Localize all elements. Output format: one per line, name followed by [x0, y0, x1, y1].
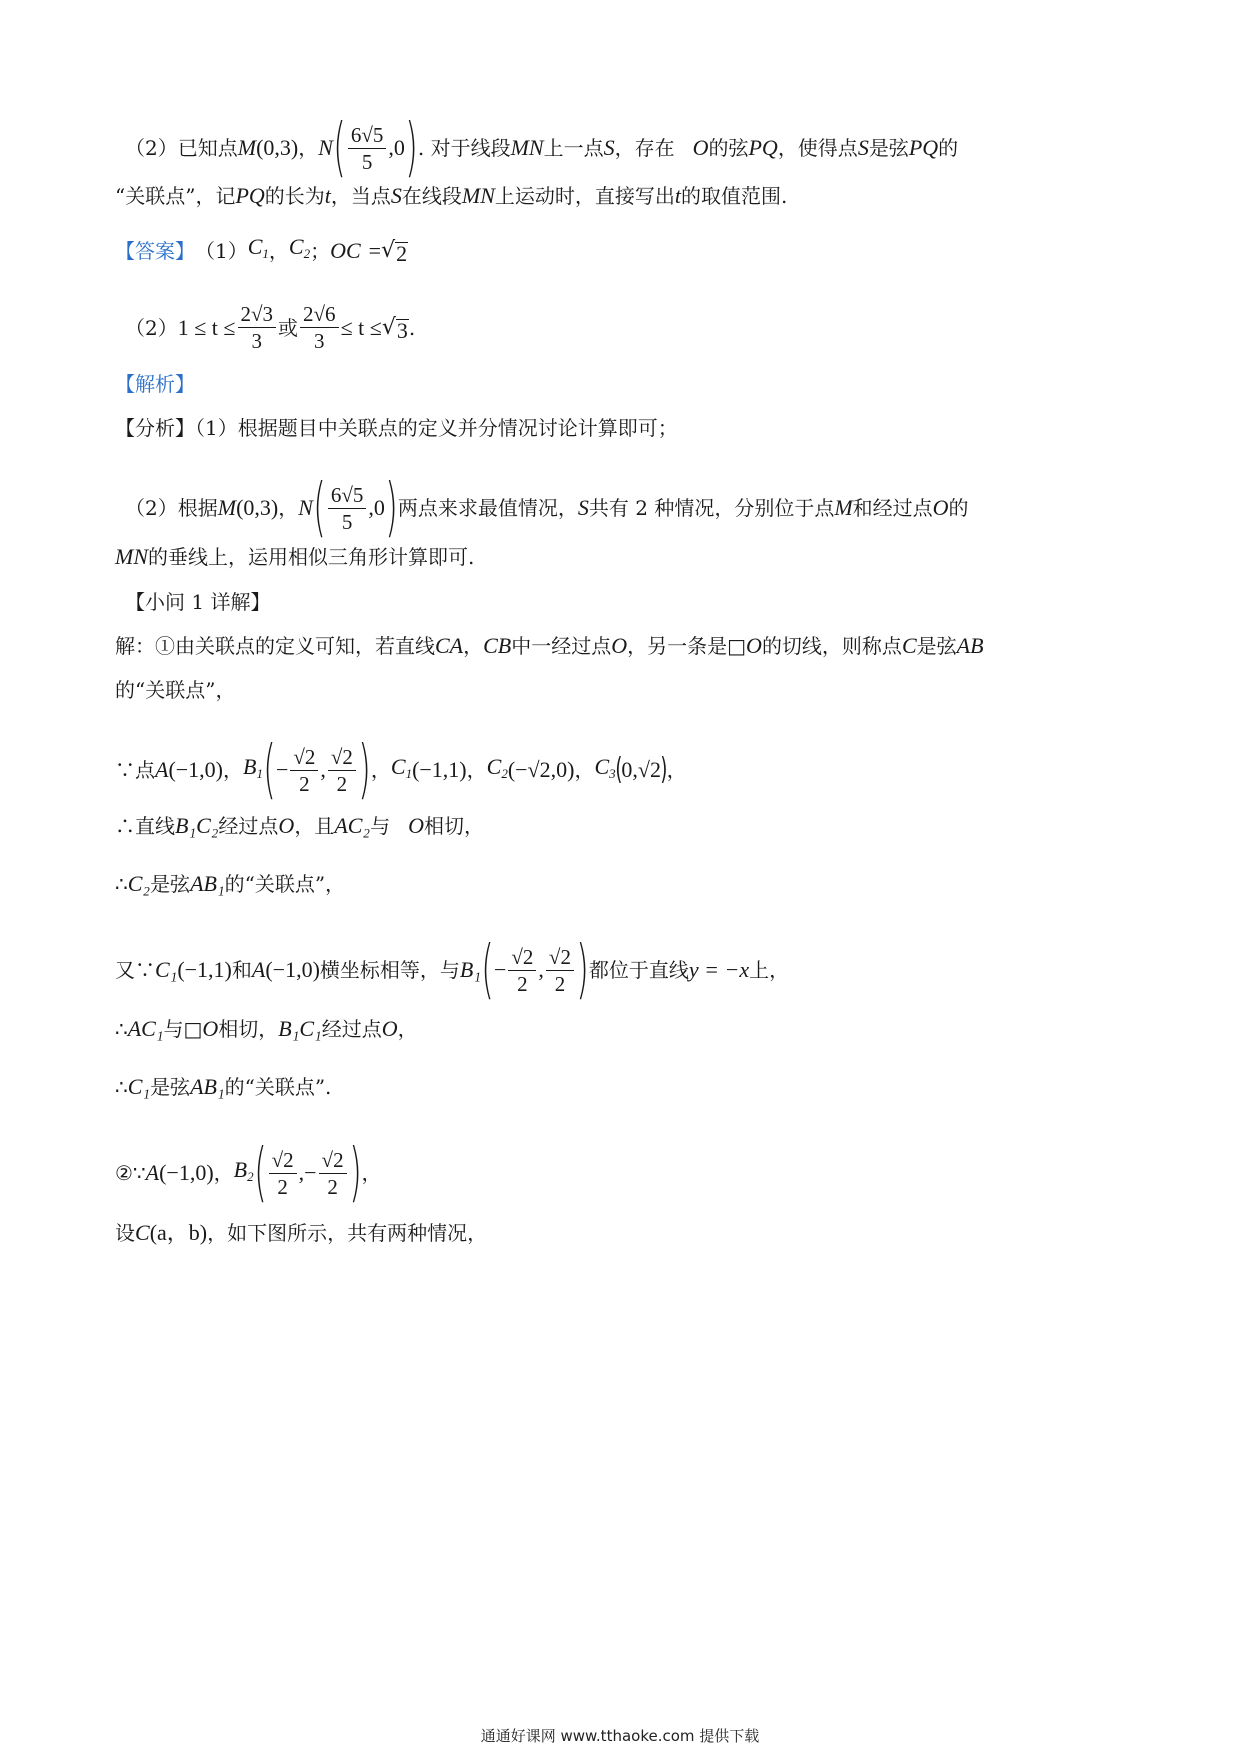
n-frac-den: 5 [361, 149, 373, 174]
answer-frac2: $\frac{2√6}{3}$ [300, 302, 339, 353]
q2-line2: “关联点”，记 [115, 184, 236, 208]
q2-line2e: 上运动时，直接写出 [494, 184, 675, 208]
detail-line-1: 解：①由关联点的定义可知，若直线 CA ， CB 中一经过点 O ，另一条是 □ O 的切线，则称点 C 是弦 AB [115, 633, 984, 658]
q2-text6: 是弦 [868, 136, 909, 160]
point-s-2: S [857, 135, 869, 160]
detail-heading-text: 【小问 1 详解】 [125, 590, 271, 614]
paren-right: ) [405, 111, 418, 185]
detail-therefore-3: ∴ AC₁ 与 □ O 相切， B₁C₁ 经过点 O ， [115, 1016, 418, 1041]
var-t: t [324, 183, 331, 208]
chord-pq-2: PQ [908, 135, 939, 160]
q2-text1: . 对于线段 [417, 136, 511, 160]
detail-heading [125, 588, 1125, 616]
q2-line2c: ，当点 [330, 184, 391, 208]
analysis-label-line [115, 370, 1125, 398]
q2-line2f: 的取值范围. [681, 184, 788, 208]
point-n: N [318, 135, 333, 160]
detail-set-line: 设 C (a，b) ，如下图所示，共有两种情况， [115, 1220, 488, 1245]
analysis-label: 【解析】 [115, 372, 195, 396]
n-frac-num: 6√5 [348, 123, 387, 149]
point-m: M [237, 135, 257, 160]
answer-part2: （2） [125, 315, 178, 340]
segment-mn-2: MN [461, 183, 495, 208]
page-footer: 通通好课网 www.tthaoke.com 提供下载 [480, 1727, 760, 1745]
point-m-coord: (0,3) [256, 135, 299, 160]
answer-oc: OC [330, 237, 361, 263]
detail-again-line: 又∵ C₁ (−1,1) 和 A (−1,0) 横坐标相等，与 B₁ ( − $\frac{√2}{2}$ , $\frac{√2}{2}$ ) 都位于直线 y = −x 上， [115, 933, 790, 1007]
comma: ， [298, 136, 319, 160]
n-tail: ,0 [388, 135, 405, 160]
question-2-line-1 [125, 111, 1125, 185]
detail-line-2: 的“关联点”， [115, 678, 236, 702]
q2-text3: ，存在 [614, 136, 675, 160]
detail-points-line: ∵点 A (−1,0) ， $B_1$ ( − $\frac{√2}{2}$ , $\frac{√2}{2}$ ) ， $C_1$ (−1,1) ， $C_2$ (−√2,0) ， $C_3$ ( 0,√2 ) ， [115, 733, 687, 807]
q2-line2d: 在线段 [401, 184, 462, 208]
analysis-fenxi-text: 【分析】（1）根据题目中关联点的定义并分情况讨论计算即可； [115, 416, 678, 440]
circle-o: O [692, 135, 709, 160]
n-fraction [348, 123, 387, 174]
paren-left: ( [333, 111, 346, 185]
answer-part1: （1） [195, 238, 248, 263]
q2-text4: 的弦 [708, 136, 749, 160]
answer-or: 或 [278, 315, 299, 340]
analysis-part2-line2: MN 的垂线上，运用相似三角形计算即可. [115, 544, 475, 569]
segment-mn: MN [510, 135, 544, 160]
point-s: S [603, 135, 615, 160]
q2-prefix: （2）已知点 [125, 136, 238, 160]
point-s-3: S [390, 183, 402, 208]
q2-text2: 上一点 [543, 136, 604, 160]
q2-text7: 的 [938, 136, 959, 160]
answer-eq: = [368, 237, 382, 263]
answer-sqrt: √ 2 [381, 237, 408, 266]
answer-ineq2: ≤ t ≤ [340, 314, 382, 340]
answer-c2: $C_2$ [288, 234, 311, 261]
analysis-part2-line1: （2）根据 M (0,3) ， N ( $\frac{6√5}{5}$ ,0 ) 两点来求最值情况， S 共有 2 种情况，分别位于点 M 和经过点 O 的 [125, 471, 969, 545]
answer-c1: $C_1$ [247, 234, 269, 261]
analysis-fenxi [115, 414, 1125, 442]
q2-line2b: 的长为 [264, 184, 325, 208]
q2-text5: ，使得点 [777, 136, 858, 160]
detail-therefore-2: ∴ C₂ 是弦 AB₁ 的“关联点”， [115, 871, 346, 896]
detail-therefore-4: ∴ C₁ 是弦 AB₁ 的“关联点”. [115, 1074, 332, 1099]
question-2-line-2 [115, 182, 1125, 210]
answer-line-2: （2） 1 ≤ t ≤ $\frac{2√3}{3}$ 或 $\frac{2√6}{3}$ ≤ t ≤ √ 3 . [125, 302, 416, 353]
chord-pq: PQ [748, 135, 778, 160]
chord-pq-3: PQ [235, 183, 265, 208]
answer-frac1: $\frac{2√3}{3}$ [238, 302, 277, 353]
answer-sep: ； [310, 238, 331, 263]
detail-case-2-line: ②∵ A (−1,0) ， $B_2$ ( $\frac{√2}{2}$ ,− $\frac{√2}{2}$ ) ， [115, 1136, 382, 1210]
answer-label: 【答案】 [115, 238, 195, 263]
answer-ineq1: 1 ≤ t ≤ [177, 314, 236, 340]
answer-sqrt3: √ 3 [381, 314, 408, 343]
answer-line-1: 【答案】 （1） $C_1$ ， $C_2$ ； OC = √ 2 [115, 233, 1125, 268]
var-t-2: t [674, 183, 682, 208]
detail-therefore-1: ∴直线 B₁C₂ 经过点 O ，且 AC₂ 与 O 相切， [115, 813, 484, 838]
